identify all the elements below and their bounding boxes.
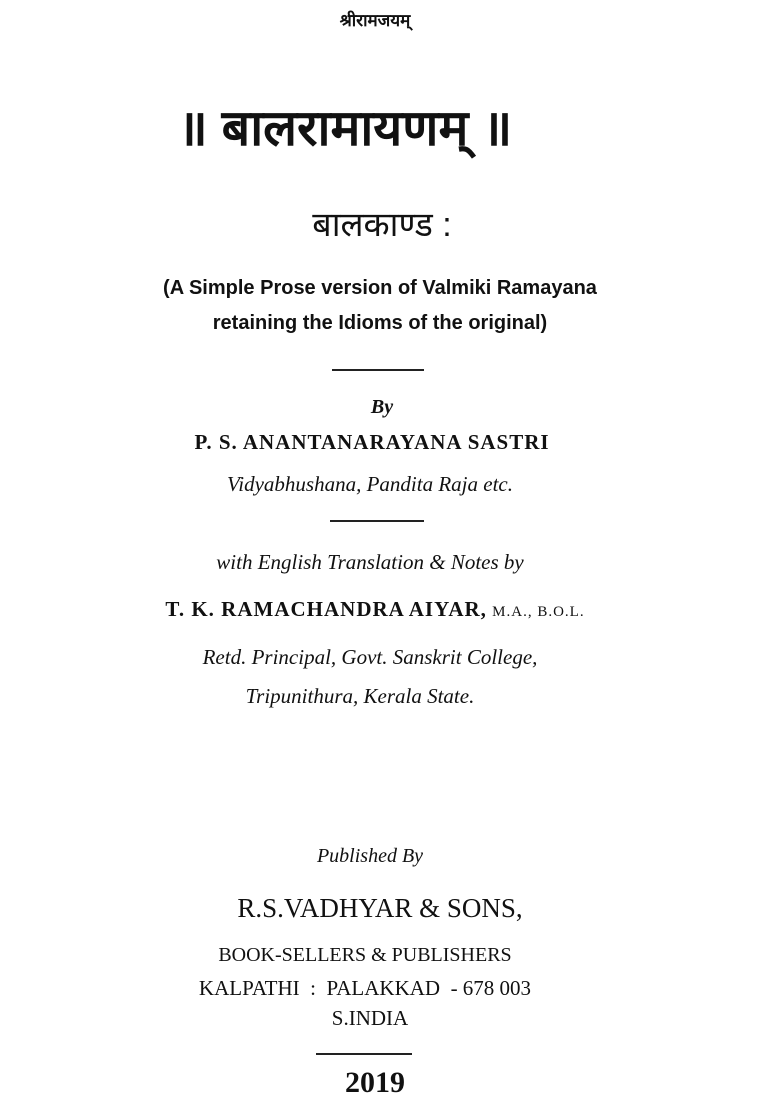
translator-place: Tripunithura, Kerala State. [245, 684, 475, 708]
publisher-address: KALPATHI : PALAKKAD - 678 003 [198, 976, 532, 1000]
description-line-2: retaining the Idioms of the original) [212, 312, 548, 334]
divider [316, 1053, 412, 1055]
book-subtitle: बालकाण्ड : [312, 206, 452, 244]
publisher-type: BOOK-SELLERS & PUBLISHERS [218, 944, 512, 966]
by-label: By [370, 396, 394, 418]
publisher-country: S.INDIA [331, 1006, 409, 1030]
author-name: P. S. ANANTANARAYANA SASTRI [194, 430, 550, 454]
book-title: ॥ बालरामायणम् ॥ [177, 100, 513, 156]
publisher-name: R.S.VADHYAR & SONS, [237, 893, 523, 923]
description-line-1: (A Simple Prose version of Valmiki Ramayana [163, 277, 597, 299]
translator-line [0, 597, 765, 622]
published-by-label: Published By [316, 845, 424, 867]
translator-degrees: M.A., B.O.L. [492, 604, 585, 620]
publication-year: 2019 [345, 1066, 405, 1099]
divider [332, 369, 424, 371]
invocation: श्रीरामजयम् [339, 11, 411, 30]
divider [330, 520, 424, 522]
translator-name: T. K. RAMACHANDRA AIYAR, [165, 597, 487, 621]
author-titles: Vidyabhushana, Pandita Raja etc. [227, 472, 513, 496]
translator-role: Retd. Principal, Govt. Sanskrit College, [202, 645, 538, 669]
translator-intro: with English Translation & Notes by [216, 550, 524, 574]
